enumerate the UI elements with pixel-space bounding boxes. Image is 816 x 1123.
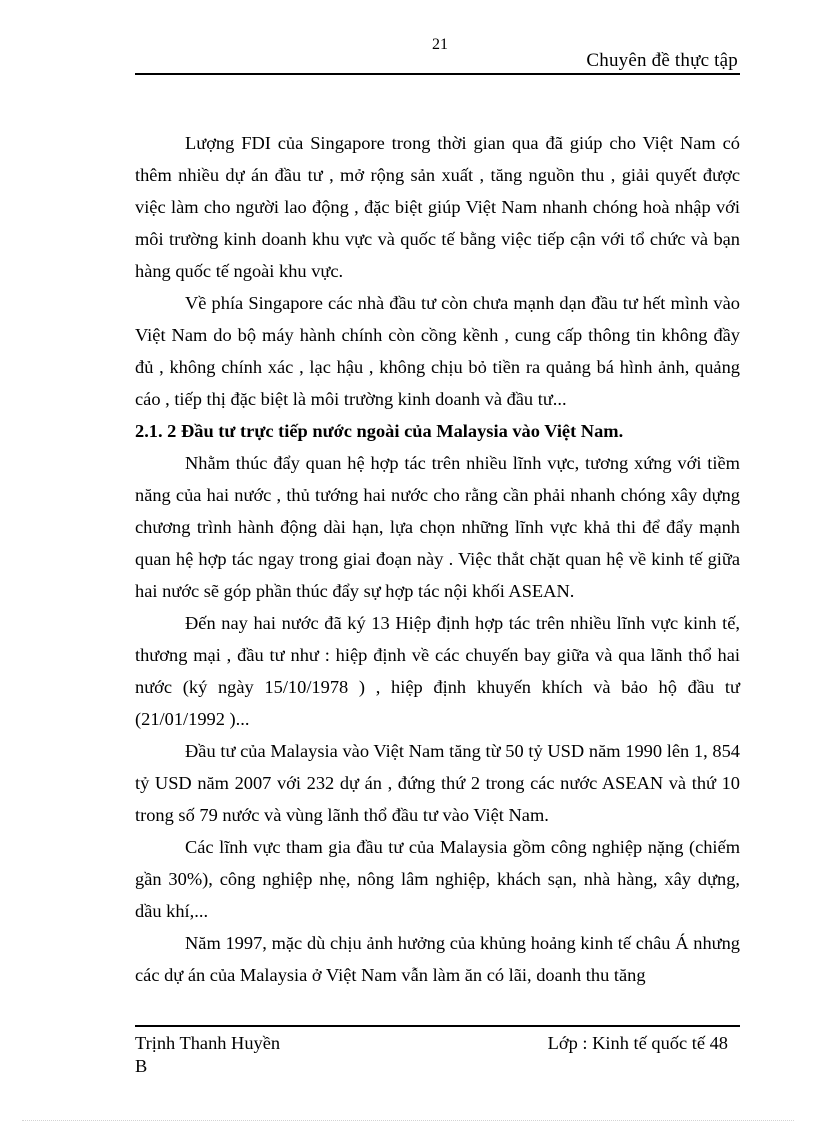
paragraph-agreements: Đến nay hai nước đã ký 13 Hiệp định hợp tác trên nhiều lĩnh vực kinh tế, thương mại , đầu tư như : hiệp định về các chuyến bay giữa và qua lãnh thổ hai nước (ký ngày 15/10/1978 ) , hiệp định khuyến khích và bảo hộ đầu tư (21/01/1992 )... <box>135 613 740 729</box>
page-bottom-edge <box>22 1120 794 1121</box>
document-body <box>135 127 740 991</box>
paragraph-malaysia-investment: Đầu tư của Malaysia vào Việt Nam tăng từ 50 tỷ USD năm 1990 lên 1, 854 tỷ USD năm 2007 với 232 dự án , đứng thứ 2 trong các nước ASEAN và thứ 10 trong số 79 nước và vùng lãnh thổ đầu tư vào Việt Nam. <box>135 741 740 825</box>
section-heading-malaysia: 2.1. 2 Đầu tư trực tiếp nước ngoài của Malaysia vào Việt Nam. <box>135 421 624 441</box>
paragraph-singapore-investors: Về phía Singapore các nhà đầu tư còn chưa mạnh dạn đầu tư hết mình vào Việt Nam do bộ máy hành chính còn cồng kềnh , cung cấp thông tin không đầy đủ , không chính xác , lạc hậu , không chịu bỏ tiền ra quảng bá hình ảnh, quảng cáo , tiếp thị đặc biệt là môi trường kinh doanh và đầu tư... <box>135 293 740 409</box>
footer-divider <box>135 1025 740 1027</box>
header-title: Chuyên đề thực tập <box>586 50 738 71</box>
paragraph-singapore-fdi-benefits: Lượng FDI của Singapore trong thời gian qua đã giúp cho Việt Nam có thêm nhiều dự án đầu tư , mở rộng sản xuất , tăng nguồn thu , giải quyết được việc làm cho người lao động , đặc biệt giúp Việt Nam nhanh chóng hoà nhập với môi trường kinh doanh khu vực và quốc tế bằng việc tiếp cận với tổ chức và bạn hàng quốc tế ngoài khu vực. <box>135 133 740 281</box>
footer-author-continuation: B <box>135 1056 148 1076</box>
paragraph-1997-crisis: Năm 1997, mặc dù chịu ảnh hưởng của khủng hoảng kinh tế châu Á nhưng các dự án của Malaysia ở Việt Nam vẫn làm ăn có lãi, doanh thu tăng <box>135 933 740 985</box>
paragraph-cooperation: Nhằm thúc đẩy quan hệ hợp tác trên nhiều lĩnh vực, tương xứng với tiềm năng của hai nước , thủ tướng hai nước cho rằng cần phải nhanh chóng xây dựng chương trình hành động dài hạn, lựa chọn những lĩnh vực khả thi để đẩy mạnh quan hệ hợp tác ngay trong giai đoạn này . Việc thắt chặt quan hệ về kinh tế giữa hai nước sẽ góp phần thúc đẩy sự hợp tác nội khối ASEAN. <box>135 453 740 601</box>
header-divider <box>135 73 740 75</box>
footer-class-label: Lớp : Kinh tế quốc tế 48 <box>547 1033 728 1053</box>
footer-author: Trịnh Thanh Huyền <box>135 1033 281 1053</box>
page-number: 21 <box>432 36 448 53</box>
paragraph-sectors: Các lĩnh vực tham gia đầu tư của Malaysia gồm công nghiệp nặng (chiếm gần 30%), công nghiệp nhẹ, nông lâm nghiệp, khách sạn, nhà hàng, xây dựng, dầu khí,... <box>135 837 740 921</box>
